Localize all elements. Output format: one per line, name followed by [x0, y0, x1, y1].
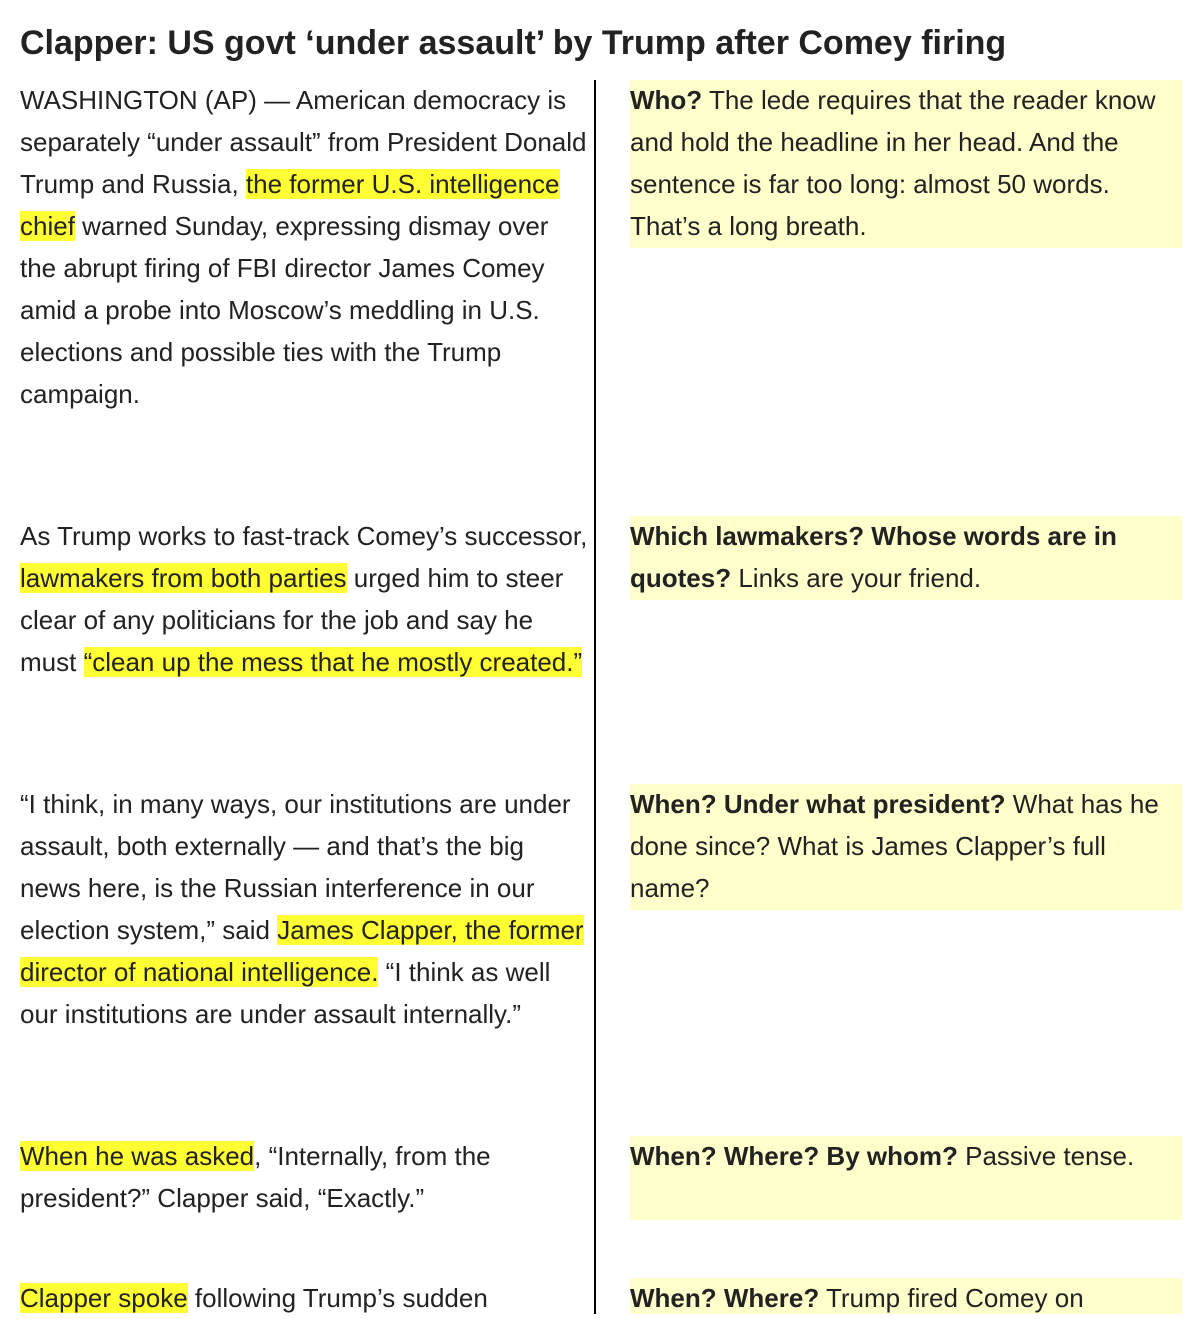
paragraph-text: warned Sunday, expressing dismay over the abrupt firing of FBI director James Comey amid a probe into Moscow’s meddling in U.S. elections and possible ties with the Trump campaign.	[20, 211, 549, 409]
column-divider	[594, 80, 596, 1314]
highlighted-phrase: When he was asked	[20, 1141, 255, 1171]
annotation-question: When? Where?	[630, 1283, 820, 1313]
annotation-question: Who?	[630, 85, 703, 115]
annotation-text: Links are your friend.	[731, 563, 982, 593]
article-paragraph-2	[20, 515, 588, 683]
annotation-text: Passive tense.	[957, 1141, 1135, 1171]
annotation-text: What has he done since? What is James Clapper’s full name?	[630, 789, 1159, 903]
annotation-question: When? Under what president?	[630, 789, 1006, 819]
paragraph-text: WASHINGTON (AP) — American democracy is separately “under assault” from President Donald Trump and Russia,	[20, 85, 587, 199]
annotation-1	[630, 79, 1182, 247]
annotation-text: Trump fired Comey on	[819, 1283, 1084, 1313]
paragraph-text: urged him to steer clear of any politicians for the job and say he must	[20, 563, 564, 677]
article-title: Clapper: US govt ‘under assault’ by Trump after Comey firing	[20, 24, 1007, 62]
highlighted-phrase: “clean up the mess that he mostly created.”	[83, 647, 583, 677]
annotation-4	[630, 1135, 1182, 1177]
paragraph-text: “I think, in many ways, our institutions are under assault, both externally — and that’s the big news here, is the Russian interference in our election system,” said	[20, 789, 571, 945]
annotation-question: When? Where? By whom?	[630, 1141, 958, 1171]
annotation-3	[630, 783, 1182, 909]
article-paragraph-1	[20, 79, 588, 415]
paragraph-text: As Trump works to fast-track Comey’s successor,	[20, 521, 588, 551]
highlighted-phrase: the former U.S. intelligence chief	[20, 169, 560, 241]
annotation-question: Which lawmakers? Whose words are in quotes?	[630, 521, 1117, 593]
highlighted-phrase: Clapper spoke	[20, 1283, 188, 1313]
paragraph-text: , “Internally, from the president?” Clapper said, “Exactly.”	[20, 1141, 491, 1213]
highlighted-phrase: lawmakers from both parties	[20, 563, 347, 593]
article-paragraph-5	[20, 1277, 588, 1319]
annotation-5	[630, 1277, 1182, 1319]
annotation-text: The lede requires that the reader know and hold the headline in her head. And the sentence is far too long: almost 50 words. That’s a long breath.	[630, 85, 1156, 241]
annotation-2	[630, 515, 1182, 599]
paragraph-text: following Trump’s sudden	[187, 1283, 488, 1313]
paragraph-text: “I think as well our institutions are under assault internally.”	[20, 957, 551, 1029]
highlighted-phrase: James Clapper, the former director of national intelligence.	[20, 915, 584, 987]
article-paragraph-3	[20, 783, 588, 1035]
article-paragraph-4	[20, 1135, 588, 1219]
